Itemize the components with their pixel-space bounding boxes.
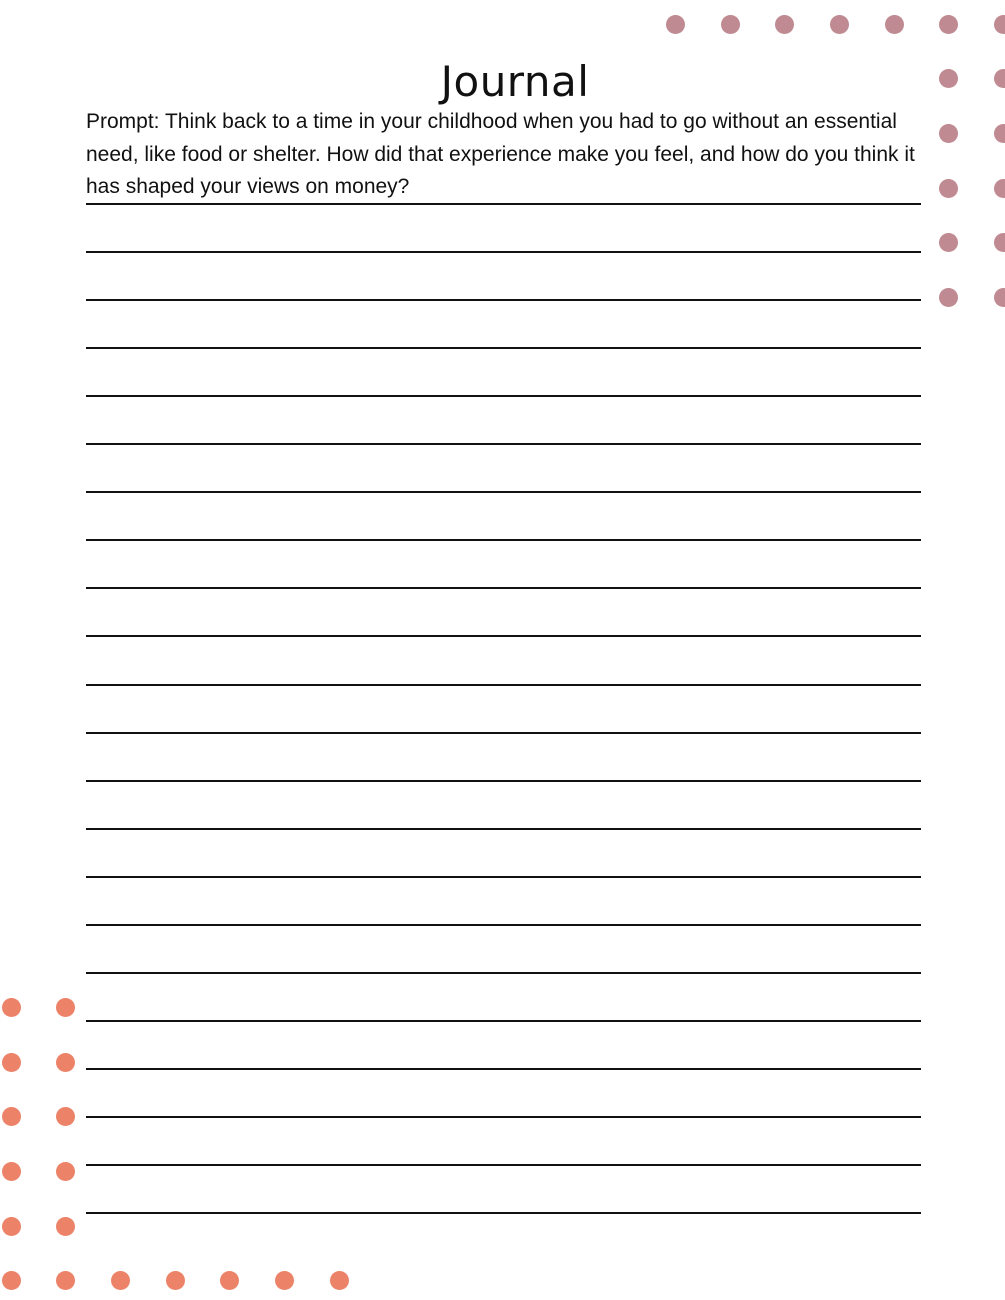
writing-line [86,876,921,878]
writing-line [86,1020,921,1022]
decorative-dot [56,1271,75,1290]
decorative-dot [56,1107,75,1126]
decorative-dot [330,1271,349,1290]
decorative-dot [56,1162,75,1181]
decorative-dot [56,1217,75,1236]
decorative-dot [2,1162,21,1181]
writing-line [86,251,921,253]
decorative-dot [775,15,794,34]
decorative-dot [939,124,958,143]
writing-line [86,924,921,926]
decorative-dot [994,124,1005,143]
decorative-dot [830,15,849,34]
decorative-dot [939,179,958,198]
decorative-dot [939,288,958,307]
decorative-dot [939,15,958,34]
writing-line [86,347,921,349]
decorative-dot [721,15,740,34]
writing-line [86,635,921,637]
decorative-dot [939,233,958,252]
writing-line [86,587,921,589]
page-title: Journal [440,57,590,106]
writing-line [86,299,921,301]
decorative-dot [994,179,1005,198]
writing-line [86,491,921,493]
decorative-dot [56,998,75,1017]
decorative-dot [56,1053,75,1072]
writing-line [86,443,921,445]
writing-line [86,1068,921,1070]
writing-line [86,539,921,541]
journal-prompt: Prompt: Think back to a time in your childhood when you had to go without an essential need, like food or shelter. How did that experience make you feel, and how do you think it has shaped your views on money? [86,110,915,198]
writing-line [86,780,921,782]
writing-line [86,684,921,686]
decorative-dot [666,15,685,34]
decorative-dot [2,1217,21,1236]
decorative-dot [994,15,1005,34]
decorative-dot [994,233,1005,252]
decorative-dot [220,1271,239,1290]
decorative-dot [885,15,904,34]
decorative-dot [2,1271,21,1290]
decorative-dot [275,1271,294,1290]
decorative-dot [2,1053,21,1072]
writing-line [86,732,921,734]
writing-line [86,1164,921,1166]
decorative-dot [2,998,21,1017]
writing-line [86,1212,921,1214]
decorative-dot [111,1271,130,1290]
writing-line [86,203,921,205]
decorative-dot [166,1271,185,1290]
writing-line [86,972,921,974]
writing-line [86,828,921,830]
decorative-dot [994,288,1005,307]
writing-line [86,1116,921,1118]
decorative-dot [2,1107,21,1126]
writing-line [86,395,921,397]
